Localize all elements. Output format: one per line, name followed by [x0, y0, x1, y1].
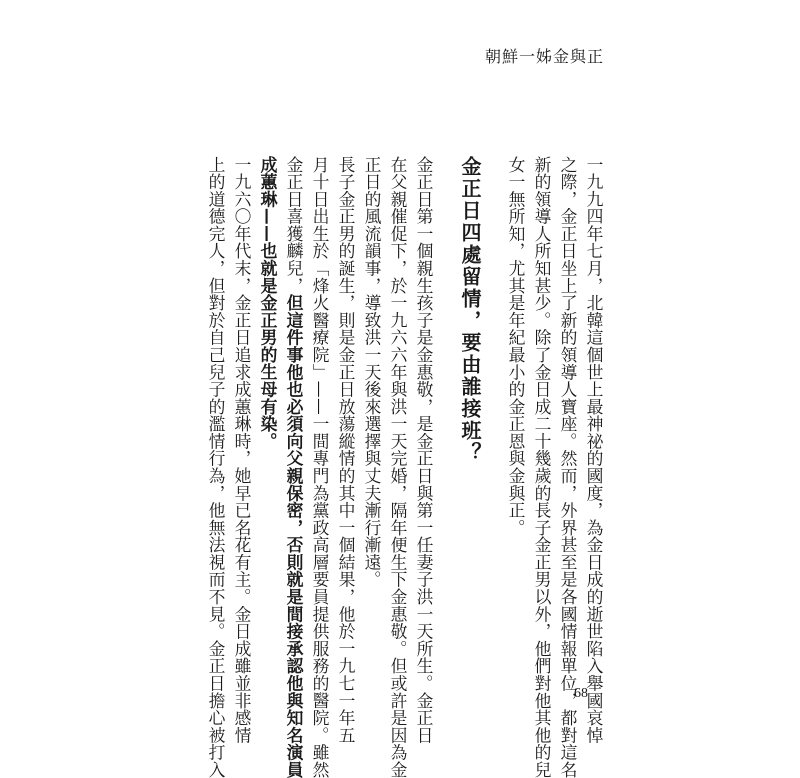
text-column: 長子金正男的誕生，則是金正日放蕩縱情的其中一個結果，他於一九七一年五 — [336, 156, 356, 744]
text-column: 新的領導人所知甚少。除了金日成二十幾歲的長子金正男以外，他們對他其他的兒 — [532, 156, 552, 778]
section-heading: 金正日四處留情，要由誰接班？ — [458, 156, 482, 464]
text-column: 月十日出生於「烽火醫療院」——一間專門為黨政高層要員提供服務的醫院。雖然 — [310, 156, 330, 778]
text-column: 上的道德完人，但對於自己兒子的濫情行為，他無法視而不見。金正日擔心被打入 — [206, 156, 226, 778]
text-column: 正日的風流韻事，導致洪一天後來選擇與丈夫漸行漸遠。 — [362, 156, 382, 589]
text-column: 一九六〇年代末，金正日追求成蕙琳時，她早已名花有主。金日成雖並非感情 — [232, 156, 252, 744]
page-number: 68 — [574, 686, 588, 701]
text-column: 之際，金正日坐上了新的領導人寶座。然而，外界甚至是各國情報單位，都對這名 — [558, 156, 578, 778]
plain-segment: 金正日喜獲麟兒， — [284, 156, 304, 295]
running-header: 朝鮮一姊金與正 — [484, 47, 604, 66]
text-column: 在父親催促下，於一九六六年與洪一天完婚，隔年便生下金惠敬。但或許是因為金 — [388, 156, 408, 778]
text-column: 女一無所知，尤其是年紀最小的金正恩與金與正。 — [506, 156, 526, 537]
bold-segment: 但這件事他也必須向父親保密，否則就是間接承認他與知名演員 — [284, 294, 304, 778]
text-column: 一九九四年七月，北韓這個世上最神祕的國度，為金日成的逝世陷入舉國哀悼 — [584, 156, 604, 744]
text-column: 金正日第一個親生孩子是金惠敬，是金正日與第一任妻子洪一天所生。金正日 — [414, 156, 434, 744]
bold-column: 成蕙琳——也就是金正男的生母有染。 — [258, 156, 278, 450]
text-column-mixed — [282, 156, 306, 778]
